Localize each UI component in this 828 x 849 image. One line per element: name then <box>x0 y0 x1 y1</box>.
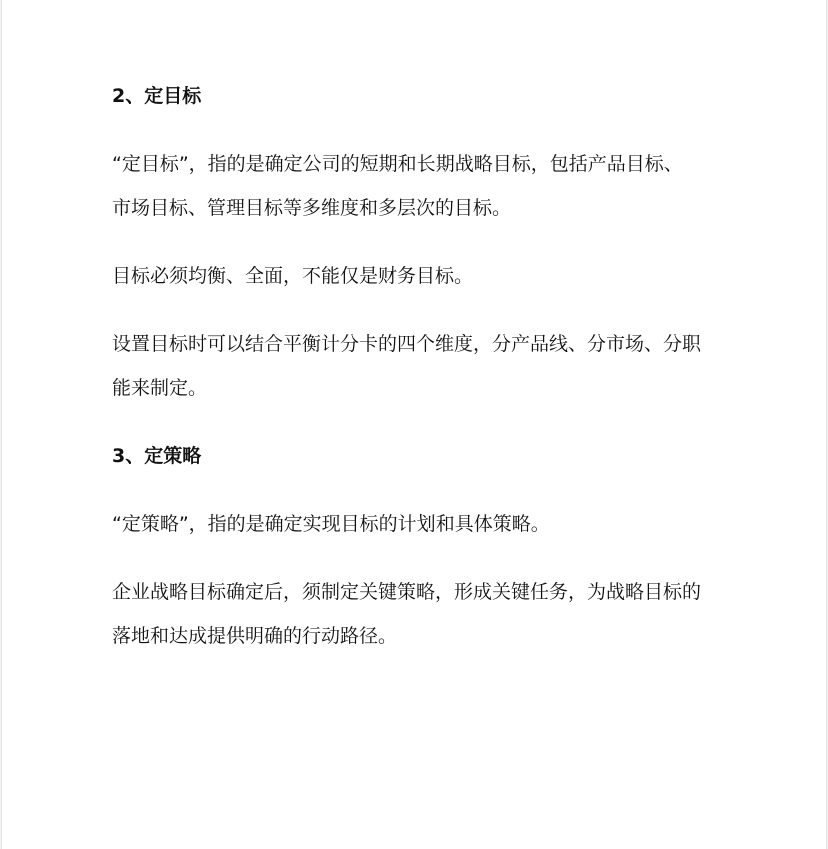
paragraph-goals-setting <box>112 322 732 410</box>
text-line: 设置目标时可以结合平衡计分卡的四个维度，分产品线、分市场、分职 <box>112 333 702 355</box>
document-page <box>1 0 827 849</box>
paragraph-define-goals-definition <box>112 142 732 230</box>
section-heading-define-strategy: 3、定策略 <box>112 445 202 467</box>
text-line: 市场目标、管理目标等多维度和多层次的目标。 <box>112 197 512 219</box>
paragraph-goals-balanced <box>112 254 732 298</box>
text-line: 落地和达成提供明确的行动路径。 <box>112 625 398 647</box>
section-heading-define-goals: 2、定目标 <box>112 85 202 107</box>
paragraph-define-strategy-definition <box>112 502 732 546</box>
text-line: “定目标”，指的是确定公司的短期和长期战略目标，包括产品目标、 <box>112 153 683 175</box>
text-line: “定策略”，指的是确定实现目标的计划和具体策略。 <box>112 513 550 535</box>
text-line: 能来制定。 <box>112 377 208 399</box>
text-line: 企业战略目标确定后，须制定关键策略，形成关键任务，为战略目标的 <box>112 581 702 603</box>
text-line: 目标必须均衡、全面，不能仅是财务目标。 <box>112 265 474 287</box>
paragraph-strategy-key-tasks <box>112 570 732 658</box>
